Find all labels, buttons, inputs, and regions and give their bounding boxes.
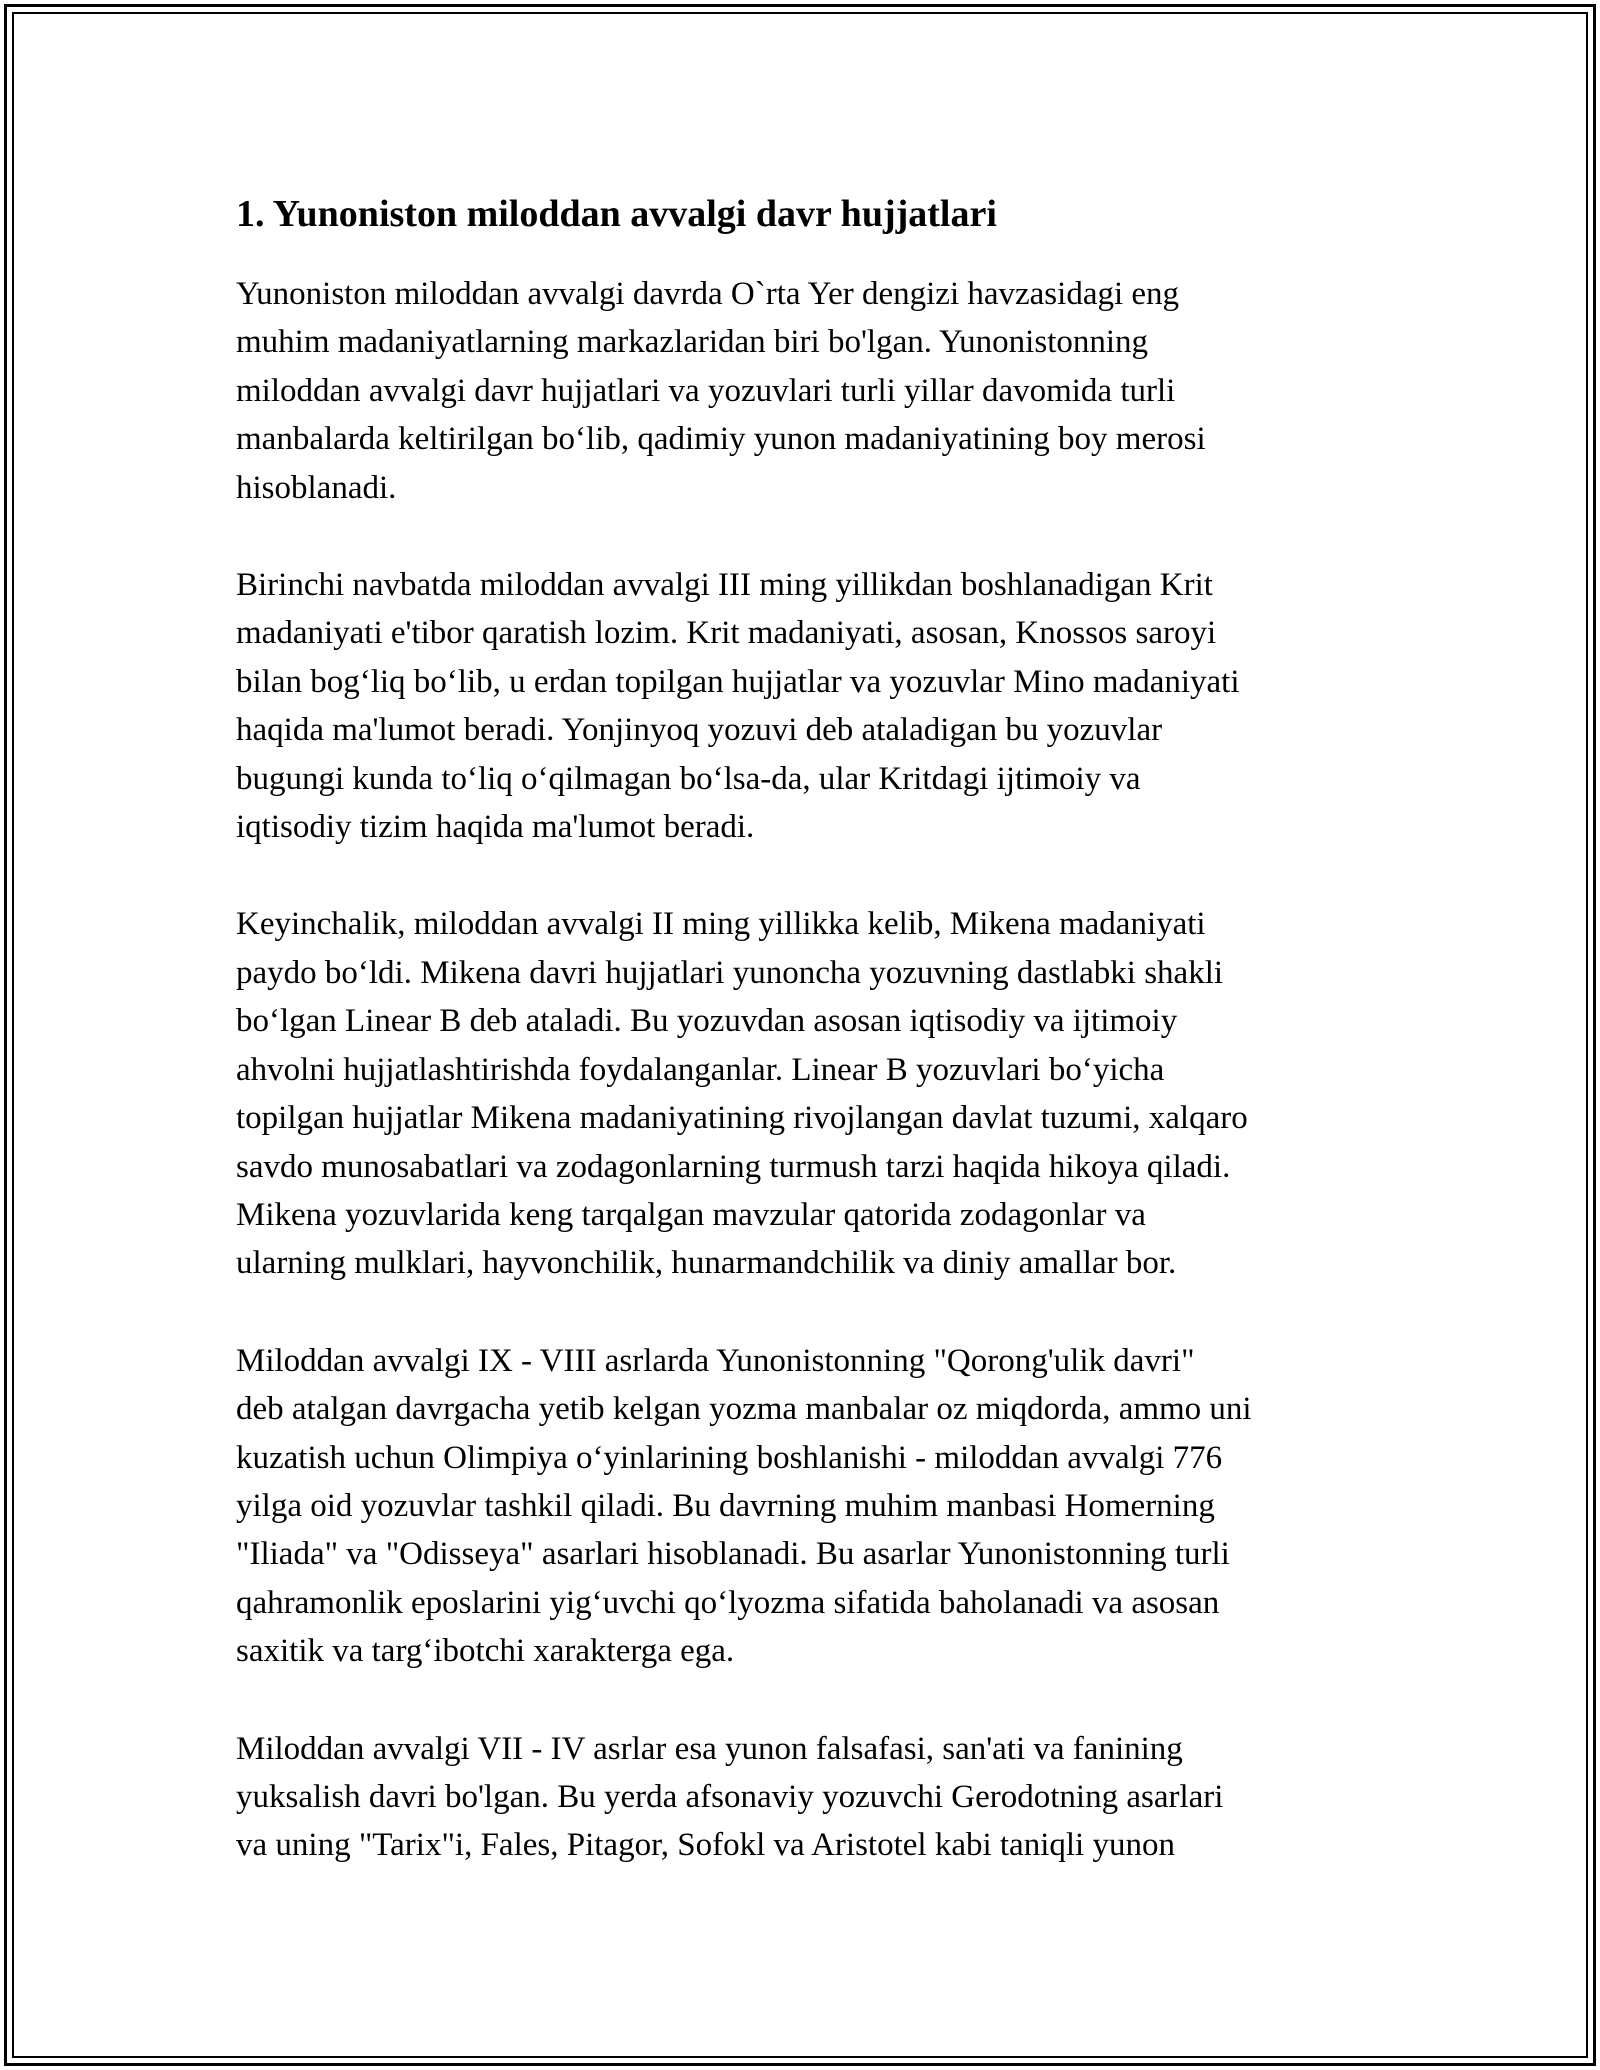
line: hisoblanadi. [236,469,397,506]
line: miloddan avvalgi davr hujjatlari va yozuvlari turli yillar davomida turli [236,372,1176,409]
line: va uning "Tarix"i, Fales, Pitagor, Sofokl va Aristotel kabi taniqli yunon [236,1827,1175,1864]
line: bo‘lgan Linear B deb ataladi. Bu yozuvdan asosan iqtisodiy va ijtimoiy [236,1003,1178,1040]
line: savdo munosabatlari va zodagonlarning turmush tarzi haqida hikoya qiladi. [236,1148,1231,1185]
line: bilan bog‘liq bo‘lib, u erdan topilgan hujjatlar va yozuvlar Mino madaniyati [236,663,1240,700]
paragraph-4 [236,1337,1396,1676]
line: ularning mulklari, hayvonchilik, hunarmandchilik va diniy amallar bor. [236,1245,1177,1282]
line: kuzatish uchun Olimpiya o‘yinlarining boshlanishi - miloddan avvalgi 776 [236,1439,1223,1476]
line: madaniyati e'tibor qaratish lozim. Krit madaniyati, asosan, Knossos saroyi [236,615,1217,652]
line: saxitik va targ‘ibotchi xarakterga ega. [236,1633,735,1670]
line: muhim madaniyatlarning markazlaridan biri bo'lgan. Yunonistonning [236,324,1149,361]
line: ahvolni hujjatlashtirishda foydalanganlar. Linear B yozuvlari bo‘yicha [236,1051,1165,1088]
paragraph-1 [236,270,1396,512]
line: paydo bo‘ldi. Mikena davri hujjatlari yunoncha yozuvning dastlabki shakli [236,954,1224,991]
line: Birinchi navbatda miloddan avvalgi III ming yillikdan boshlanadigan Krit [236,567,1213,604]
line: topilgan hujjatlar Mikena madaniyatining rivojlangan davlat tuzumi, xalqaro [236,1100,1248,1137]
line: yuksalish davri bo'lgan. Bu yerda afsonaviy yozuvchi Gerodotning asarlari [236,1778,1224,1815]
line: haqida ma'lumot beradi. Yonjinyoq yozuvi deb ataladigan bu yozuvlar [236,712,1163,749]
line: bugungi kunda to‘liq o‘qilmagan bo‘lsa-da, ular Kritdagi ijtimoiy va [236,760,1141,797]
line: Miloddan avvalgi VII - IV asrlar esa yunon falsafasi, san'ati va fanining [236,1730,1183,1767]
line: deb atalgan davrgacha yetib kelgan yozma manbalar oz miqdorda, ammo uni [236,1391,1252,1428]
line: Yunoniston miloddan avvalgi davrda O`rta Yer dengizi havzasidagi eng [236,276,1180,312]
paragraph-2 [236,561,1396,851]
paragraph-3 [236,900,1396,1287]
document-page [236,188,1396,1919]
line: iqtisodiy tizim haqida ma'lumot beradi. [236,809,755,846]
paragraph-5 [236,1725,1396,1870]
line: Keyinchalik, miloddan avvalgi II ming yillikka kelib, Mikena madaniyati [236,906,1206,943]
line: manbalarda keltirilgan bo‘lib, qadimiy yunon madaniyatining boy merosi [236,421,1206,458]
line: Miloddan avvalgi IX - VIII asrlarda Yunonistonning "Qorong'ulik davri" [236,1342,1195,1379]
line: yilga oid yozuvlar tashkil qiladi. Bu davrning muhim manbasi Homerning [236,1487,1215,1524]
line: qahramonlik eposlarini yig‘uvchi qo‘lyozma sifatida baholanadi va asosan [236,1584,1220,1621]
section-heading: 1. Yunoniston miloddan avvalgi davr hujjatlari [236,193,997,235]
line: Mikena yozuvlarida keng tarqalgan mavzular qatorida zodagonlar va [236,1196,1146,1233]
line: "Iliada" va "Odisseya" asarlari hisoblanadi. Bu asarlar Yunonistonning turli [236,1536,1230,1573]
